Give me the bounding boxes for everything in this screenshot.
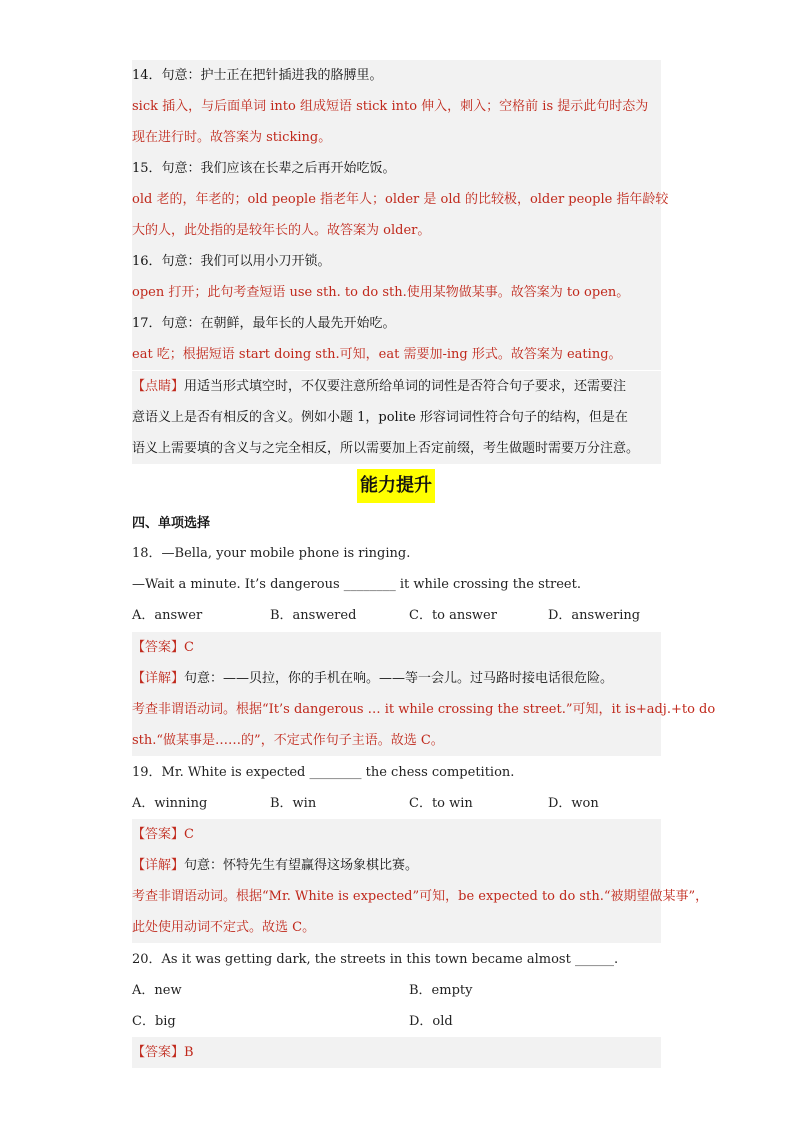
- q14-title: 14．句意：护士正在把针插进我的胳膊里。: [132, 60, 661, 91]
- tip-text-1: 用适当形式填空时，不仅要注意所给单词的词性是否符合句子要求，还需要注: [184, 379, 627, 394]
- q18-explain-tag: 【详解】: [132, 671, 185, 686]
- q18-answer-tag: 【答案】: [132, 640, 185, 655]
- q18-explanation-2: 考查非谓语动词。根据“It’s dangerous … it while crossing the street.”可知，it is+adj.+to do: [132, 694, 661, 725]
- q20-option-b: B．empty: [409, 983, 473, 998]
- section-title: 四、单项选择: [132, 516, 211, 531]
- q19-option-d: D．won: [548, 796, 599, 811]
- q18-explain-text-1: 句意：——贝拉，你的手机在响。——等一会儿。过马路时接电话很危险。: [184, 671, 614, 686]
- q19-answer-value: C: [184, 827, 194, 842]
- tip-line-2: 意语义上是否有相反的含义。例如小题 1，polite 形容词词性符合句子的结构，但是在: [132, 402, 661, 433]
- q20-answer-tag: 【答案】: [132, 1045, 185, 1060]
- q19-answer-tag: 【答案】: [132, 827, 185, 842]
- q18-option-b: B．answered: [270, 608, 357, 623]
- q19-option-b: B．win: [270, 796, 317, 811]
- q15-title: 15．句意：我们应该在长辈之后再开始吃饭。: [132, 153, 661, 184]
- q17-explanation: eat 吃；根据短语 start doing sth.可知，eat 需要加-ing 形式。故答案为 eating。: [132, 339, 661, 370]
- q20-option-c: C．big: [132, 1014, 176, 1029]
- q20-option-d: D．old: [409, 1014, 453, 1029]
- q19-explanation-1: [132, 850, 661, 881]
- q20-stem: 20．As it was getting dark, the streets in this town became almost ______.: [132, 952, 619, 967]
- q18-stem-2: —Wait a minute. It’s dangerous ________ it while crossing the street.: [132, 577, 581, 592]
- tip-tag: 【点睛】: [132, 379, 185, 394]
- q18-option-a: A．answer: [132, 608, 203, 623]
- q16-explanation: open 打开；此句考查短语 use sth. to do sth.使用某物做某事。故答案为 to open。: [132, 277, 661, 308]
- q19-option-a: A．winning: [132, 796, 208, 811]
- q18-explanation-1: [132, 663, 661, 694]
- q19-explain-text-1: 句意：怀特先生有望赢得这场象棋比赛。: [184, 858, 419, 873]
- q19-explanation-3: 此处使用动词不定式。故选 C。: [132, 912, 661, 943]
- q14-explanation-2: 现在进行时。故答案为 sticking。: [132, 122, 661, 153]
- q19-explanation-2: 考查非谓语动词。根据“Mr. White is expected”可知，be expected to do sth.“被期望做某事”，: [132, 881, 661, 912]
- q19-answer: [132, 819, 661, 850]
- q18-answer-value: C: [184, 640, 194, 655]
- q20-answer-value: B: [184, 1045, 194, 1060]
- q20-option-a: A．new: [132, 983, 182, 998]
- section-heading-highlight: 能力提升: [357, 469, 435, 503]
- q18-option-d: D．answering: [548, 608, 641, 623]
- q19-explain-tag: 【详解】: [132, 858, 185, 873]
- q16-title: 16．句意：我们可以用小刀开锁。: [132, 246, 661, 277]
- q19-stem: 19．Mr. White is expected ________ the chess competition.: [132, 765, 515, 780]
- q15-explanation-2: 大的人，此处指的是较年长的人。故答案为 older。: [132, 215, 661, 246]
- q14-explanation-1: sick 插入，与后面单词 into 组成短语 stick into 伸入，刺入；空格前 is 提示此句时态为: [132, 91, 661, 122]
- q18-explanation-3: sth.“做某事是……的”，不定式作句子主语。故选 C。: [132, 725, 661, 756]
- q17-title: 17．句意：在朝鲜，最年长的人最先开始吃。: [132, 308, 661, 339]
- q20-answer: [132, 1037, 661, 1068]
- q19-option-c: C．to win: [409, 796, 473, 811]
- q18-stem-1: 18．—Bella, your mobile phone is ringing.: [132, 546, 411, 561]
- tip-line-1: [132, 371, 661, 402]
- tip-line-3: 语义上需要填的含义与之完全相反，所以需要加上否定前缀，考生做题时需要万分注意。: [132, 433, 661, 464]
- q18-option-c: C．to answer: [409, 608, 497, 623]
- q15-explanation-1: old 老的，年老的；old people 指老年人；older 是 old 的比较极，older people 指年龄较: [132, 184, 661, 215]
- q18-answer: [132, 632, 661, 663]
